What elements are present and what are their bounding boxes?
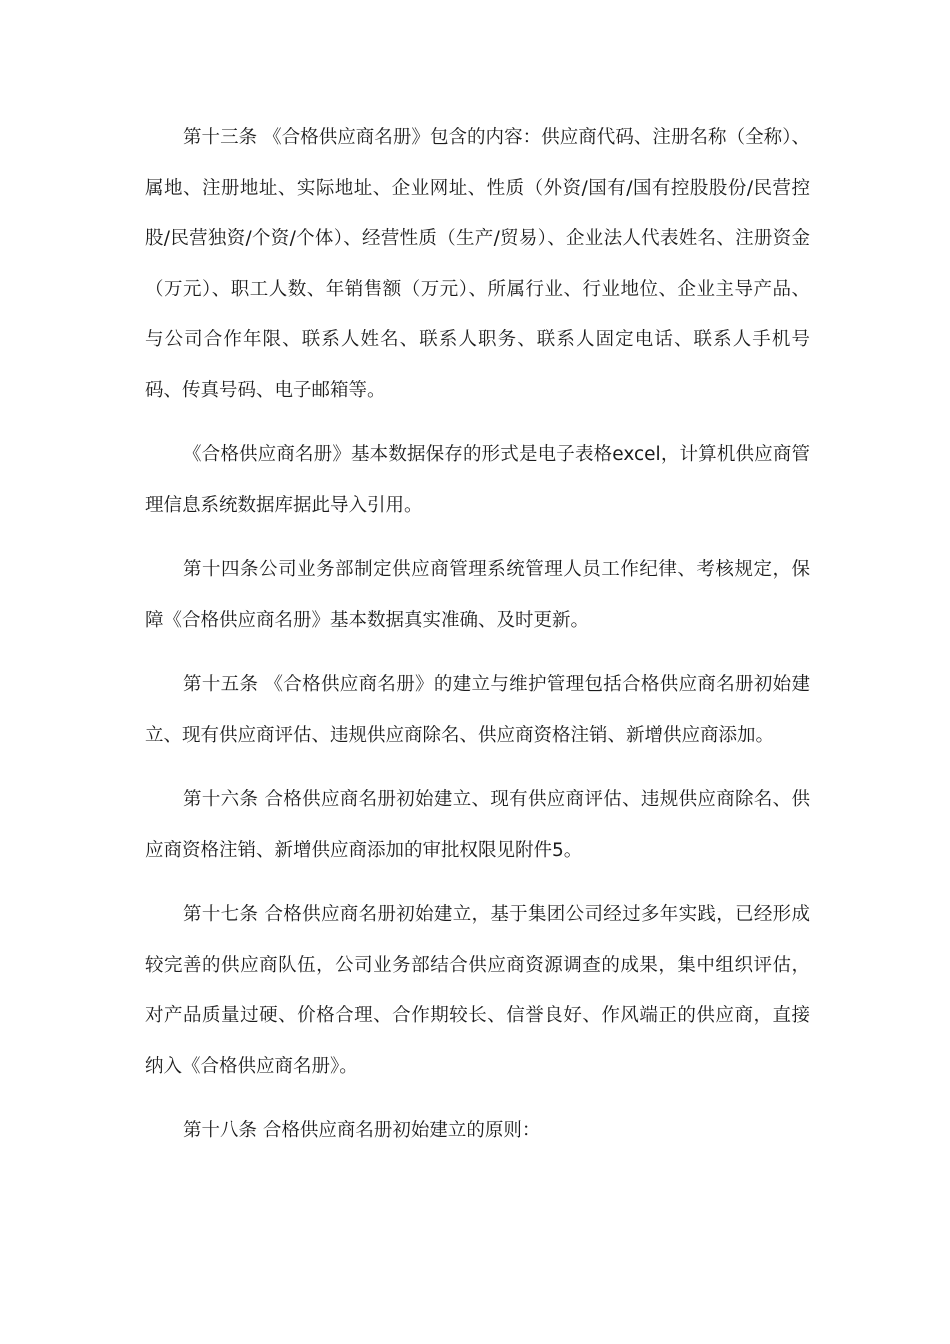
paragraph-article-14: 第十四条公司业务部制定供应商管理系统管理人员工作纪律、考核规定，保障《合格供应商名册》基本数据真实准确、及时更新。 [145, 559, 810, 631]
paragraph-article-15: 第十五条 《合格供应商名册》的建立与维护管理包括合格供应商名册初始建立、现有供应商评估、违规供应商除名、供应商资格注销、新增供应商添加。 [145, 674, 810, 746]
paragraph-article-16: 第十六条 合格供应商名册初始建立、现有供应商评估、违规供应商除名、供应商资格注销、新增供应商添加的审批权限见附件5。 [145, 789, 810, 861]
paragraph-article-18: 第十八条 合格供应商名册初始建立的原则： [183, 1120, 541, 1141]
paragraph-data-storage: 《合格供应商名册》基本数据保存的形式是电子表格excel，计算机供应商管理信息系统数据库据此导入引用。 [145, 444, 810, 516]
document-body [145, 113, 810, 1157]
paragraph-article-13: 第十三条 《合格供应商名册》包含的内容：供应商代码、注册名称（全称）、属地、注册地址、实际地址、企业网址、性质（外资/国有/国有控股股份/民营控股/民营独资/个资/个体）、经营性质（生产/贸易）、企业法人代表姓名、注册资金（万元）、职工人数、年销售额（万元）、所属行业、行业地位、企业主导产品、与公司合作年限、联系人姓名、联系人职务、联系人固定电话、联系人手机号码、传真号码、电子邮箱等。 [145, 127, 810, 401]
paragraph-article-17: 第十七条 合格供应商名册初始建立，基于集团公司经过多年实践，已经形成较完善的供应商队伍，公司业务部结合供应商资源调查的成果，集中组织评估，对产品质量过硬、价格合理、合作期较长、信誉良好、作风端正的供应商，直接纳入《合格供应商名册》。 [145, 904, 810, 1077]
